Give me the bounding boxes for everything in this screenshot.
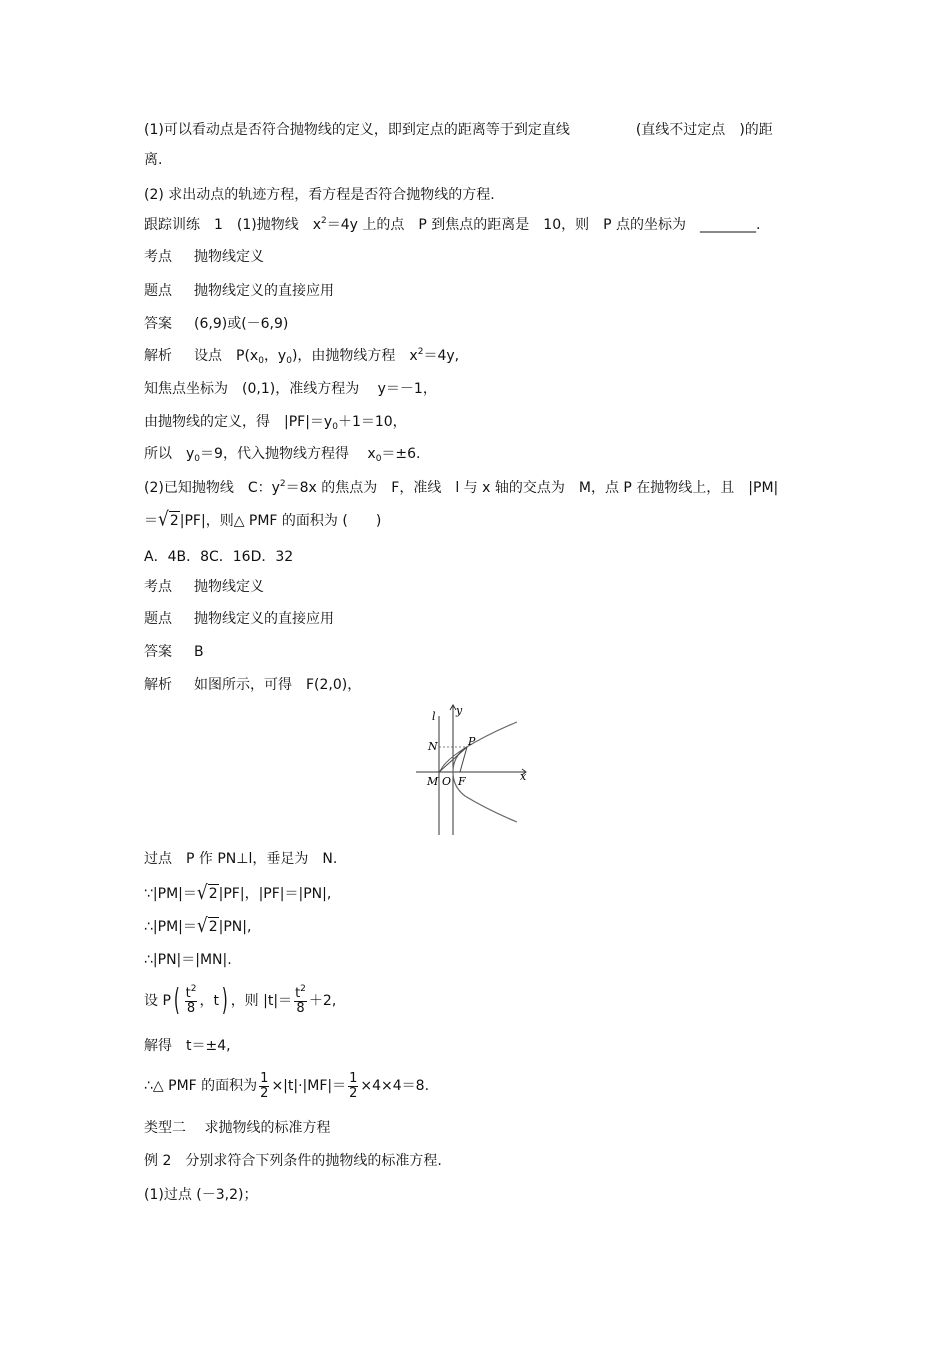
- q1-topic-row: 考点 抛物线定义: [144, 249, 264, 265]
- q1-solution-line-1: 解析 设点 $P(x_0$，$y_0$)，由抛物线方程 $x^2=4y$,: [144, 347, 460, 366]
- paragraph-method-1-cont: 离.: [144, 152, 163, 168]
- q2-solution-line-4: ∴|PN|＝|MN|.: [144, 952, 232, 968]
- label-O: O: [442, 775, 452, 788]
- q2-solution-line-1: 过点 P 作 PN⊥l，垂足为 N.: [144, 851, 338, 867]
- paragraph-method-1: (1)可以看动点是否符合抛物线的定义，即到定点的距离等于到定直线 (直线不过定点 )的距: [144, 122, 773, 138]
- sqrt-symbol: √2: [196, 914, 218, 938]
- q2-solution-line-7: ∴△ PMF 的面积为 $\frac{1}{2}$ ×|t|·|MF|＝ $\frac{1}{2}$ ×4×4＝8.: [144, 1070, 430, 1101]
- exercise-1-question: 跟踪训练 1 (1)抛物线 $x^2=4y$ 上的点 P 到焦点的距离是 10，则 P 点的坐标为 ________.: [144, 216, 761, 233]
- q1-solution-line-4: 所以 $y_0=9$，代入抛物线方程得 $x_0=\pm 6$.: [144, 446, 421, 464]
- q1-solution-line-2: 知焦点坐标为 (0,1)，准线方程为 y＝－1，: [144, 381, 437, 397]
- sqrt-symbol: √2: [196, 881, 218, 905]
- fraction: $\frac{t^2}{8}$: [295, 983, 306, 1016]
- q1-answer-row: 答案 (6,9)或(－6,9): [144, 316, 289, 332]
- q1-solution-line-3: 由抛物线的定义，得 $|PF|=y_0+1=10$，: [144, 414, 407, 432]
- example-2-heading: 例 2 分别求符合下列条件的抛物线的标准方程.: [144, 1153, 442, 1169]
- fraction: $\frac{1}{2}$: [260, 1070, 269, 1101]
- exercise-2-question-cont: ＝√2|PF|，则△ PMF 的面积为 ( ): [144, 508, 382, 532]
- q2-subtopic-row: 题点 抛物线定义的直接应用: [144, 611, 334, 627]
- exercise-2-options: A．4B．8C．16D．32: [144, 549, 294, 565]
- q2-solution-line-2: ∵|PM|＝√2|PF|，|PF|＝|PN|,: [144, 881, 332, 905]
- q2-solution-line-3: ∴|PM|＝√2|PN|,: [144, 914, 252, 938]
- label-P: P: [468, 735, 476, 748]
- fraction: $\frac{1}{2}$: [349, 1070, 358, 1101]
- fraction: $\frac{t^2}{8}$: [185, 983, 197, 1016]
- q2-solution-intro: 解析 如图所示，可得 F(2,0)，: [144, 677, 362, 693]
- exercise-2-question: (2)已知抛物线 C：$y^2=8x$ 的焦点为 F，准线 l 与 x 轴的交点为 M，点 P 在抛物线上，且 |PM|: [144, 479, 779, 496]
- example-2-part-1: (1)过点 (－3,2)；: [144, 1187, 258, 1203]
- paragraph-method-2: (2) 求出动点的轨迹方程，看方程是否符合抛物线的方程.: [144, 187, 495, 203]
- label-y: y: [456, 704, 463, 717]
- q2-solution-line-6: 解得 t＝±4,: [144, 1038, 231, 1054]
- label-l: l: [432, 710, 436, 723]
- sqrt-symbol: √2: [158, 508, 179, 532]
- label-N: N: [428, 740, 438, 753]
- q2-topic-row: 考点 抛物线定义: [144, 579, 264, 595]
- q1-subtopic-row: 题点 抛物线定义的直接应用: [144, 283, 334, 299]
- label-M: M: [427, 775, 439, 788]
- label-F: F: [458, 775, 466, 788]
- q2-answer-row: 答案 B: [144, 644, 204, 660]
- label-x: x: [520, 770, 527, 783]
- section-heading-type-2: 类型二 求抛物线的标准方程: [144, 1120, 331, 1136]
- parabola-figure: [410, 700, 535, 840]
- q2-solution-line-5: 设 P( $\frac{t^2}{8}$ ，t) ，则 |t|＝ $\frac{t^2}{8}$ ＋2,: [144, 983, 337, 1018]
